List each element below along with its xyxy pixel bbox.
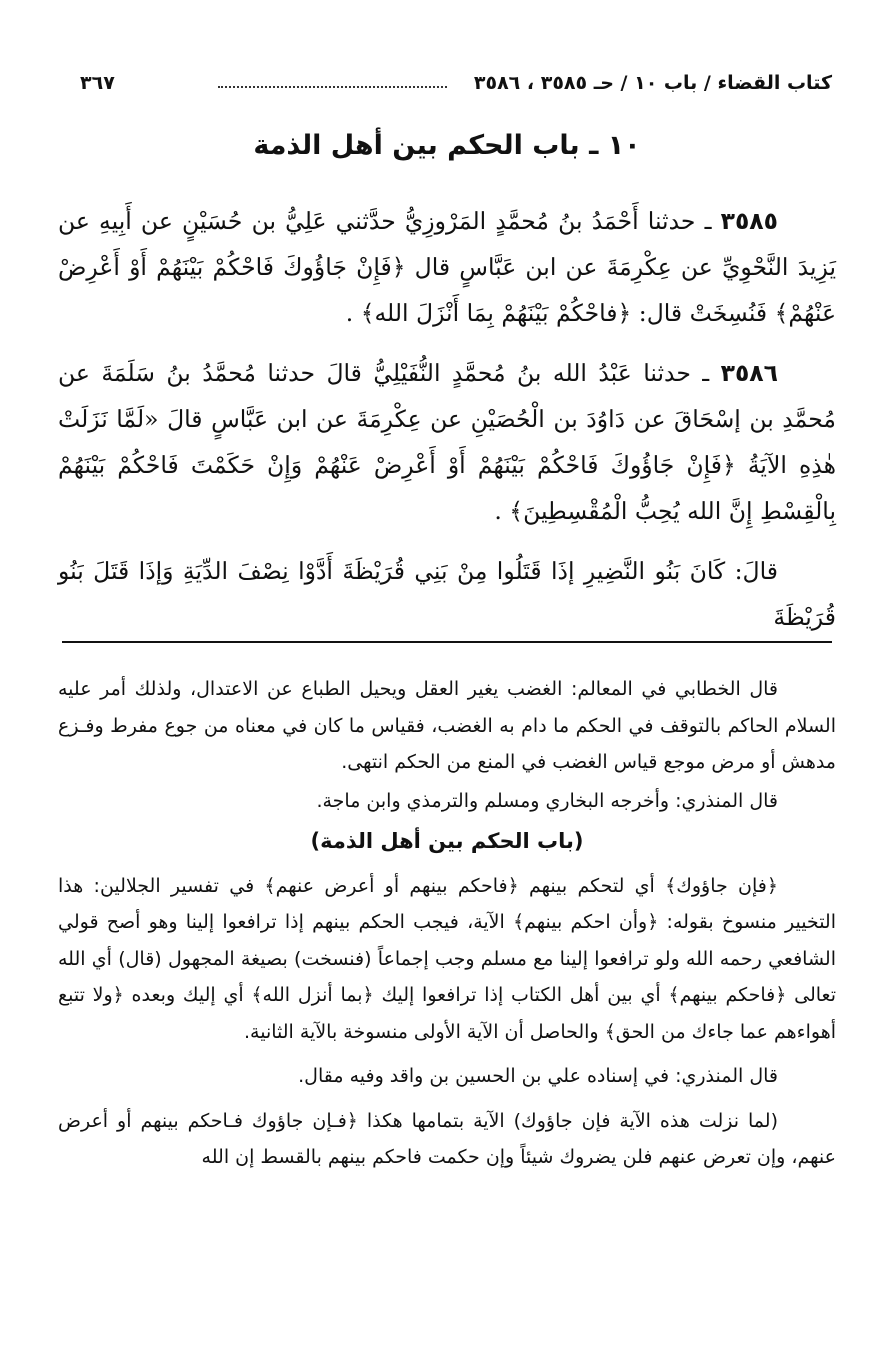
qala-line: قالَ: كَانَ بَنُو النَّضِيرِ إذَا قَتَلُوا مِنْ بَنِي قُرَيْظَةَ أَدَّوْا نِصْفَ الدِّيَةِ وَإذَا قَتَلَ بَنُو قُرَيْظَةَ bbox=[58, 557, 836, 631]
commentary-khattabi: قال الخطابي في المعالم: الغضب يغير العقل ويحيل الطباع عن الاعتدال، ولذلك أمر عليه السلام الحاكم بالتوقف في الحكم ما دام به الغضب، فقياس ما كان في معناه من جوع مفرط وفـزع مدهش أو مرض موجع قياس الغضب في المنع من الحكم انتهى. bbox=[58, 678, 836, 773]
hadith-number: ٣٥٨٦ bbox=[720, 359, 778, 387]
commentary-tafsir: ﴿فإن جاؤوك﴾ أي لتحكم بينهم ﴿فاحكم بينهم أو أعرض عنهم﴾ في تفسير الجلالين: هذا التخيير منسوخ بقوله: ﴿وأن احكم بينهم﴾ الآية، فيجب الحكم بينهم إذا ترافعوا إلينا وهو أصح قولي الشافعي رحمه الله ولو ترافعوا إلينا مع مسلم وجب إجماعاً (فنسخت) بصيغة المجهول (قال) أي الله تعالى ﴿فاحكم بينهم﴾ أي بين أهل الكتاب إذا ترافعوا إليك ﴿بما أنزل الله﴾ أي إليك وبعده ﴿ولا تتبع أهواءهم عما جاءك من الحق﴾ والحاصل أن الآية الأولى منسوخة بالآية الثانية. bbox=[58, 874, 836, 1043]
hadith-body: ـ حدثنا أَحْمَدُ بنُ مُحمَّدٍ المَرْوزِيُّ حدَّثني عَلِيُّ بن حُسَيْنٍ عن أَبِيهِ عن يَزِيدَ النَّحْوِيِّ عن عِكْرِمَةَ عن ابن عَبَّاسٍ قال ﴿فَإِنْ جَاؤُوكَ فَاحْكُمْ بَيْنَهُمْ أَوْ أَعْرِضْ عَنْهُمْ﴾ فَنُسِخَتْ قال: ﴿فاحْكُمْ بَيْنَهُمْ بِمَا أَنْزَلَ الله﴾ . bbox=[58, 207, 836, 327]
hadith-body: ـ حدثنا عَبْدُ الله بنُ مُحمَّدٍ النُّفَيْلِيُّ قالَ حدثنا مُحمَّدُ بنُ سَلَمَةَ عن مُحمَّدِ بن إسْحَاقَ عن دَاوُدَ بن الْحُصَيْنِ عن عِكْرِمَةَ عن ابن عَبَّاسٍ قالَ «لَمَّا نَزَلَتْ هٰذِهِ الآيَةُ ﴿فَإِنْ جَاؤُوكَ فَاحْكُمْ بَيْنَهُمْ أَوْ أَعْرِضْ عَنْهُمْ وَإِنْ حَكَمْتَ فَاحْكُمْ بَيْنَهُمْ بِالْقِسْطِ إِنَّ الله يُحِبُّ الْمُقْسِطِينَ﴾ . bbox=[58, 359, 836, 525]
footnote-divider bbox=[62, 641, 832, 643]
hadith-number: ٣٥٨٥ bbox=[720, 207, 778, 235]
book-reference: كتاب القضاء / باب ١٠ / حـ ٣٥٨٥ ، ٣٥٨٦ bbox=[473, 72, 832, 94]
commentary-mundhiri: قال المنذري: وأخرجه البخاري ومسلم والترمذي وابن ماجة. bbox=[316, 789, 778, 812]
commentary-sub-heading: (باب الحكم بين أهل الذمة) bbox=[310, 829, 584, 853]
commentary-mundhiri: قال المنذري: في إسناده علي بن الحسين بن واقد وفيه مقال. bbox=[298, 1065, 778, 1087]
commentary-lamma: (لما نزلت هذه الآية فإن جاؤوك) الآية بتمامها هكذا ﴿فـإن جاؤوك فـاحكم بينهم أو أعرض عنهم، وإن تعرض عنهم فلن يضروك شيئاً وإن حكمت فاحكم بينهم بالقسط إن الله bbox=[58, 1109, 836, 1168]
hadith-paragraph bbox=[58, 350, 836, 534]
hadith-text-block bbox=[58, 198, 836, 640]
hadith-paragraph bbox=[58, 198, 836, 336]
page-number: ٣٦٧ bbox=[80, 72, 115, 94]
header-dotted-leader bbox=[218, 86, 447, 88]
running-header bbox=[80, 72, 832, 102]
chapter-title: ١٠ ـ باب الحكم بين أهل الذمة bbox=[253, 130, 641, 161]
commentary-block bbox=[58, 671, 836, 1176]
